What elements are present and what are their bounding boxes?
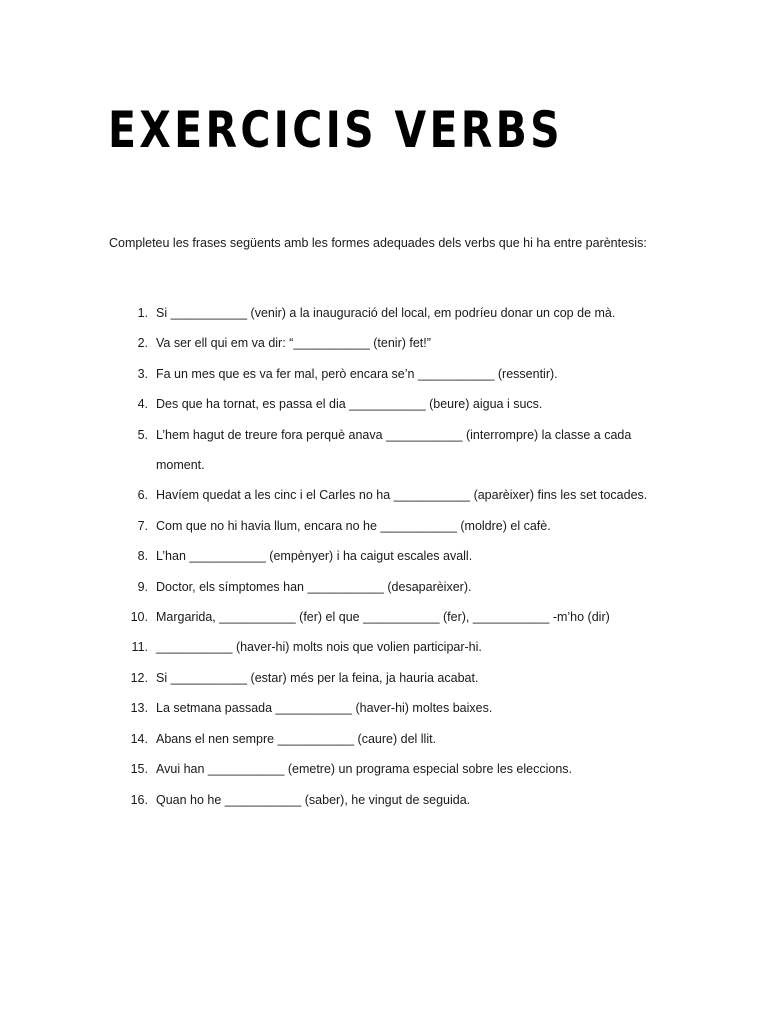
exercise-text: Havíem quedat a les cinc i el Carles no ha ___________ (aparèixer) fins les set tocades. <box>156 488 648 503</box>
exercise-list <box>0 298 768 815</box>
exercise-number: 8. <box>137 549 148 564</box>
exercise-text: ___________ (haver-hi) molts nois que volien participar-hi. <box>156 640 482 655</box>
exercise-number: 6. <box>137 488 148 503</box>
exercise-text: Margarida, ___________ (fer) el que ___________ (fer), ___________ -m’ho (dir) <box>156 610 610 625</box>
exercise-text: Fa un mes que es va fer mal, però encara se’n ___________ (ressentir). <box>156 366 558 381</box>
exercise-item <box>0 754 768 784</box>
exercise-number: 12. <box>130 670 148 685</box>
exercise-number: 5. <box>137 427 148 442</box>
exercise-text: Avui han ___________ (emetre) un programa especial sobre les eleccions. <box>156 762 572 777</box>
exercise-text: Quan ho he ___________ (saber), he vingut de seguida. <box>156 792 471 807</box>
instructions-paragraph: Completeu les frases següents amb les formes adequades dels verbs que hi ha entre parèntesis: <box>109 236 647 250</box>
page-title: EXERCICIS VERBS <box>108 101 563 159</box>
exercise-number: 16. <box>130 792 148 807</box>
exercise-number: 15. <box>130 762 148 777</box>
exercise-number: 10. <box>130 610 148 625</box>
exercise-text: Des que ha tornat, es passa el dia ___________ (beure) aigua i sucs. <box>156 397 543 412</box>
exercise-text: L’hem hagut de treure fora perquè anava ___________ (interrompre) la classe a cada moment. <box>156 427 632 473</box>
exercise-item <box>0 632 768 662</box>
exercise-item <box>0 328 768 358</box>
exercise-item <box>0 298 768 328</box>
exercise-item <box>0 572 768 602</box>
exercise-text: L’han ___________ (empènyer) i ha caigut escales avall. <box>156 549 473 564</box>
exercise-item <box>0 602 768 632</box>
exercise-number: 7. <box>137 518 148 533</box>
exercise-text: Com que no hi havia llum, encara no he ___________ (moldre) el cafè. <box>156 518 551 533</box>
exercise-item <box>0 724 768 754</box>
exercise-item <box>0 480 768 510</box>
exercise-item <box>0 389 768 419</box>
exercise-number: 9. <box>137 579 148 594</box>
exercise-number: 13. <box>130 701 148 716</box>
exercise-number: 11. <box>131 640 148 655</box>
exercise-item <box>0 785 768 815</box>
exercise-item <box>0 541 768 571</box>
exercise-number: 2. <box>137 336 148 351</box>
exercise-item <box>0 420 768 481</box>
exercise-text: Si ___________ (estar) més per la feina, ja hauria acabat. <box>156 670 479 685</box>
exercise-item <box>0 511 768 541</box>
exercise-text: Abans el nen sempre ___________ (caure) del llit. <box>156 731 437 746</box>
exercise-text: Si ___________ (venir) a la inauguració del local, em podríeu donar un cop de mà. <box>156 306 616 320</box>
exercise-text: Va ser ell qui em va dir: “___________ (tenir) fet!” <box>156 336 431 351</box>
exercise-number: 1. <box>137 306 148 320</box>
exercise-number: 14. <box>130 731 148 746</box>
exercise-text: Doctor, els símptomes han ___________ (desaparèixer). <box>156 579 472 594</box>
exercise-number: 3. <box>137 366 148 381</box>
exercise-item <box>0 693 768 723</box>
exercise-number: 4. <box>137 397 148 412</box>
exercise-text: La setmana passada ___________ (haver-hi) moltes baixes. <box>156 701 493 716</box>
exercise-item <box>0 359 768 389</box>
exercise-item <box>0 663 768 693</box>
